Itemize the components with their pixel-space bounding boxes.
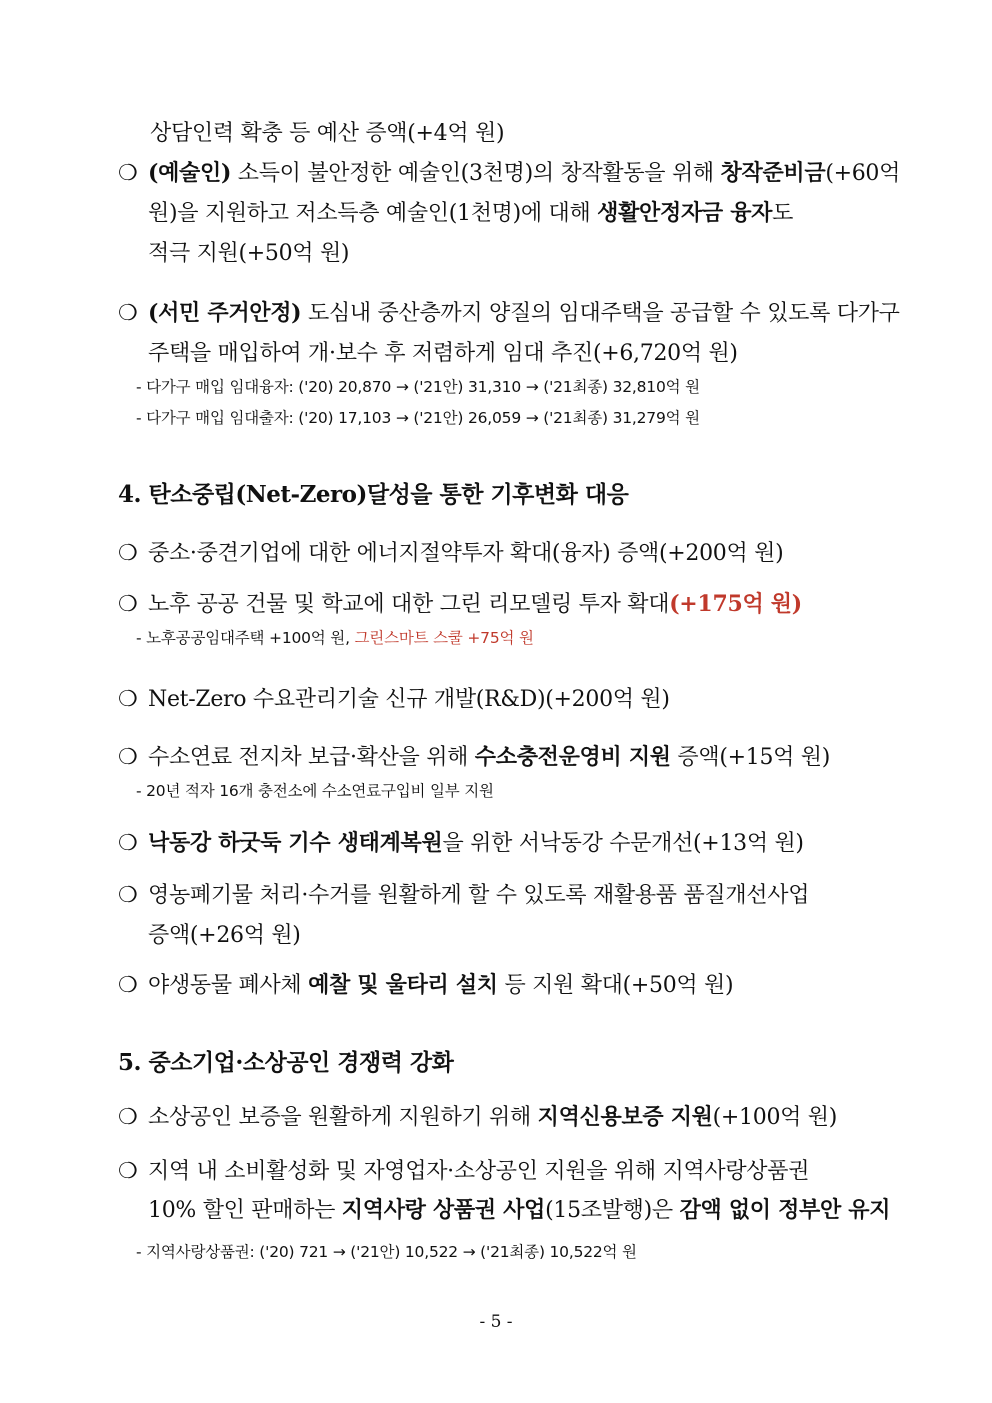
- bullet-circle-icon: ❍: [118, 687, 138, 712]
- bullet-circle-icon: ❍: [118, 973, 138, 998]
- bullet-circle-icon: ❍: [118, 161, 138, 186]
- housing-line-2: 주택을 매입하여 개·보수 후 저렴하게 임대 추진(+6,720억 원): [148, 341, 738, 366]
- s4-item-5: ❍ 낙동강 하굿둑 기수 생태계복원을 위한 서낙동강 수문개선(+13억 원): [118, 830, 804, 856]
- s5-item-2-line-2: 10% 할인 판매하는 지역사랑 상품권 사업(15조발행)은 감액 없이 정부안 유지: [148, 1197, 891, 1223]
- artist-line-1: ❍ (예술인) 소득이 불안정한 예술인(3천명)의 창작활동을 위해 창작준비금(+60억: [118, 160, 901, 186]
- section-5-title: 5. 중소기업·소상공인 경쟁력 강화: [118, 1049, 454, 1076]
- bullet-circle-icon: ❍: [118, 301, 138, 326]
- s5-item-2-sub: - 지역사랑상품권: ('20) 721 → ('21안) 10,522 → ('21최종) 10,522억 원: [136, 1243, 637, 1261]
- counsel-continuation: 상담인력 확충 등 예산 증액(+4억 원): [150, 121, 505, 146]
- artist-tag: (예술인): [148, 160, 232, 186]
- housing-sub-1: - 다가구 매입 임대융자: ('20) 20,870 → ('21안) 31,310 → ('21최종) 32,810억 원: [136, 378, 700, 396]
- s4-item-2-sub: - 노후공공임대주택 +100억 원, 그린스마트 스쿨 +75억 원: [136, 629, 534, 647]
- s4-item-6-line-1: ❍ 영농폐기물 처리·수거를 원활하게 할 수 있도록 재활용품 품질개선사업: [118, 883, 810, 908]
- s4-item-7: ❍ 야생동물 폐사체 예찰 및 울타리 설치 등 지원 확대(+50억 원): [118, 972, 734, 998]
- bullet-circle-icon: ❍: [118, 1159, 138, 1184]
- bullet-circle-icon: ❍: [118, 745, 138, 770]
- s4-item-4-sub: - 20년 적자 16개 충전소에 수소연료구입비 일부 지원: [136, 782, 494, 800]
- section-4-title: 4. 탄소중립(Net-Zero)달성을 통한 기후변화 대응: [118, 481, 629, 508]
- s4-item-6-line-2: 증액(+26억 원): [148, 923, 301, 948]
- artist-line-3: 적극 지원(+50억 원): [148, 241, 350, 266]
- housing-tag: (서민 주거안정): [148, 300, 302, 326]
- bullet-circle-icon: ❍: [118, 1105, 138, 1130]
- page-number: - 5 -: [479, 1312, 513, 1332]
- s5-item-1: ❍ 소상공인 보증을 원활하게 지원하기 위해 지역신용보증 지원(+100억 원): [118, 1104, 838, 1130]
- bullet-circle-icon: ❍: [118, 541, 138, 566]
- bullet-circle-icon: ❍: [118, 883, 138, 908]
- bullet-circle-icon: ❍: [118, 831, 138, 856]
- s4-item-4: ❍ 수소연료 전지차 보급·확산을 위해 수소충전운영비 지원 증액(+15억 원): [118, 744, 831, 770]
- artist-line-2: 원)을 지원하고 저소득층 예술인(1천명)에 대해 생활안정자금 융자도: [148, 200, 794, 226]
- bullet-circle-icon: ❍: [118, 592, 138, 617]
- housing-sub-2: - 다가구 매입 임대출자: ('20) 17,103 → ('21안) 26,059 → ('21최종) 31,279억 원: [136, 409, 700, 427]
- housing-line-1: ❍ (서민 주거안정) 도심내 중산층까지 양질의 임대주택을 공급할 수 있도록 다가구: [118, 300, 900, 326]
- s4-item-3: ❍ Net-Zero 수요관리기술 신규 개발(R&D)(+200억 원): [118, 687, 670, 712]
- s5-item-2-line-1: ❍ 지역 내 소비활성화 및 자영업자·소상공인 지원을 위해 지역사랑상품권: [118, 1159, 810, 1184]
- s4-item-1: ❍ 중소·중견기업에 대한 에너지절약투자 확대(융자) 증액(+200억 원): [118, 541, 784, 566]
- s4-item-2: ❍ 노후 공공 건물 및 학교에 대한 그린 리모델링 투자 확대(+175억 원): [118, 591, 802, 617]
